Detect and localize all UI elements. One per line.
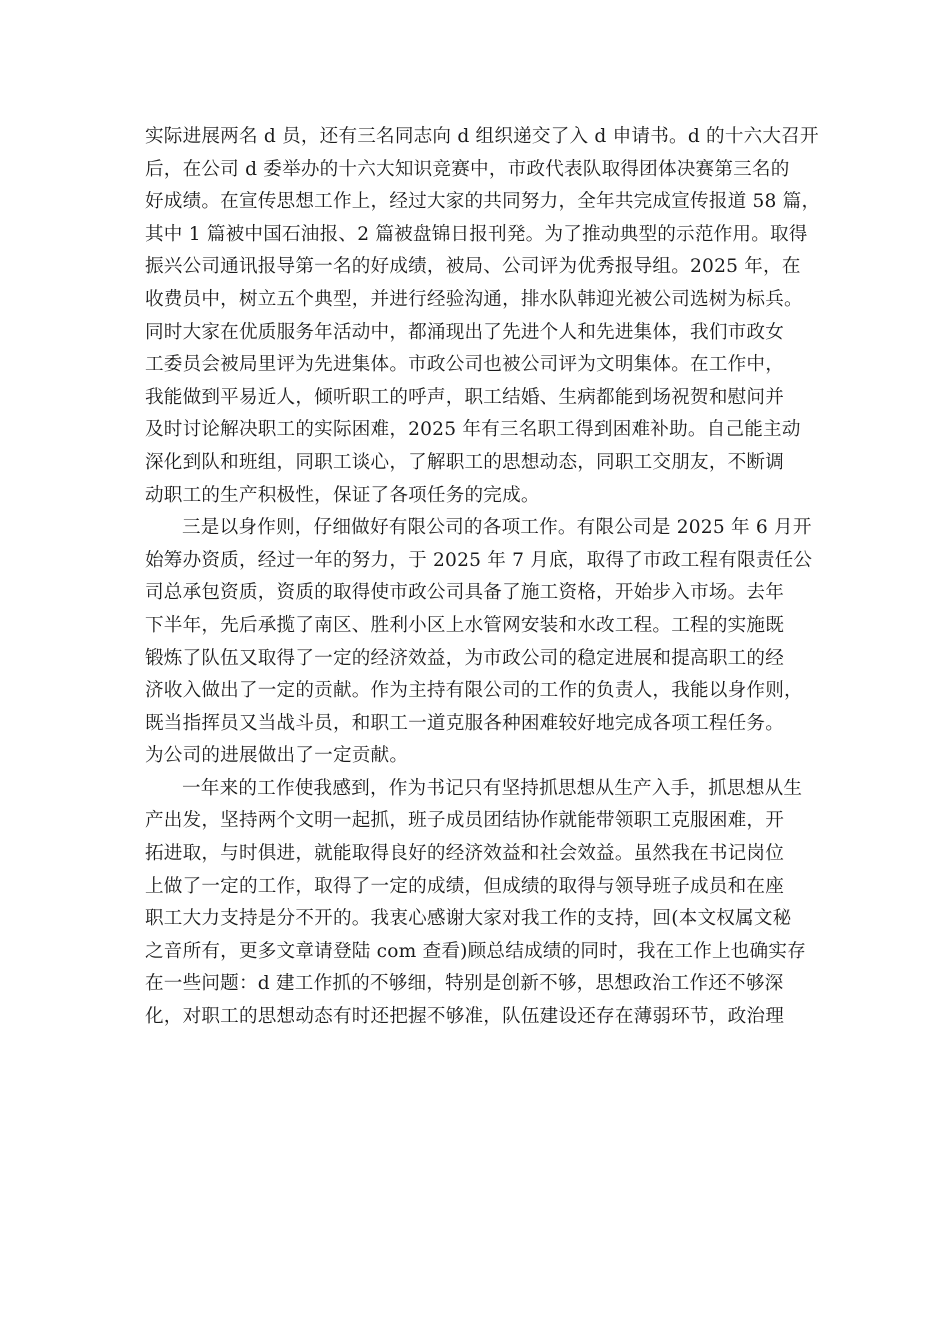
text-line: 为公司的进展做出了一定贡献。	[145, 745, 409, 767]
text-line: 动职工的生产积极性，保证了各项任务的完成。	[145, 484, 540, 506]
text-line: 济收入做出了一定的贡献。作为主持有限公司的工作的负责人，我能以身作则，	[145, 680, 803, 702]
text-line: 产出发，坚持两个文明一起抓，班子成员团结协作就能带领职工克服困难，开	[145, 810, 784, 832]
text-line: 三是以身作则，仔细做好有限公司的各项工作。有限公司是 2025 年 6 月开	[182, 517, 812, 539]
text-line: 我能做到平易近人，倾听职工的呼声，职工结婚、生病都能到场祝贺和慰问并	[145, 386, 784, 408]
text-line: 上做了一定的工作，取得了一定的成绩，但成绩的取得与领导班子成员和在座	[145, 875, 784, 897]
text-line: 同时大家在优质服务年活动中，都涌现出了先进个人和先进集体，我们市政女	[145, 321, 784, 343]
text-line: 其中 1 篇被中国石油报、2 篇被盘锦日报刊発。为了推动典型的示范作用。取得	[145, 223, 808, 245]
text-line: 工委员会被局里评为先进集体。市政公司也被公司评为文明集体。在工作中，	[145, 354, 784, 376]
text-line: 实际进展两名 d 员，还有三名同志向 d 组织递交了入 d 申请书。d 的十六大召开	[145, 126, 819, 147]
text-line: 一年来的工作使我感到，作为书记只有坚持抓思想从生产入手，抓思想从生	[182, 777, 803, 799]
text-line: 在一些问题：d 建工作抓的不够细，特别是创新不够，思想政治工作还不够深	[145, 973, 784, 995]
text-line: 后，在公司 d 委举办的十六大知识竞赛中，市政代表队取得团体决赛第三名的	[145, 158, 790, 180]
text-line: 之音所有，更多文章请登陆 com 查看)顾总结成绩的同时，我在工作上也确实存	[145, 940, 806, 962]
text-line: 拓进取，与时俱进，就能取得良好的经济效益和社会效益。虽然我在书记岗位	[145, 843, 784, 865]
text-line: 下半年，先后承揽了南区、胜利小区上水管网安装和水改工程。工程的实施既	[145, 614, 784, 636]
text-line: 收费员中，树立五个典型，并进行经验沟通，排水队韩迎光被公司选树为标兵。	[145, 288, 803, 310]
text-line: 振兴公司通讯报导第一名的好成绩，被局、公司评为优秀报导组。2025 年，在	[145, 256, 801, 278]
text-line: 化，对职工的思想动态有时还把握不够准，队伍建设还存在薄弱环节，政治理	[145, 1006, 784, 1028]
text-line: 及时讨论解决职工的实际困难，2025 年有三名职工得到困难补助。自己能主动	[145, 419, 801, 441]
text-line: 深化到队和班组，同职工谈心，了解职工的思想动态，同职工交朋友，不断调	[145, 451, 784, 473]
text-line: 既当指挥员又当战斗员，和职工一道克服各种困难较好地完成各项工程任务。	[145, 712, 784, 734]
text-line: 司总承包资质，资质的取得使市政公司具备了施工资格，开始步入市场。去年	[145, 582, 784, 604]
text-line: 锻炼了队伍又取得了一定的经济效益，为市政公司的稳定进展和提高职工的经	[145, 647, 784, 669]
text-line: 职工大力支持是分不开的。我衷心感谢大家对我工作的支持，回(本文权属文秘	[145, 908, 792, 930]
text-line: 始筹办资质，经过一年的努力，于 2025 年 7 月底，取得了市政工程有限责任公	[145, 549, 813, 571]
document-body	[145, 121, 821, 1034]
text-line: 好成绩。在宣传思想工作上，经过大家的共同努力，全年共完成宣传报道 58 篇，	[145, 191, 821, 213]
